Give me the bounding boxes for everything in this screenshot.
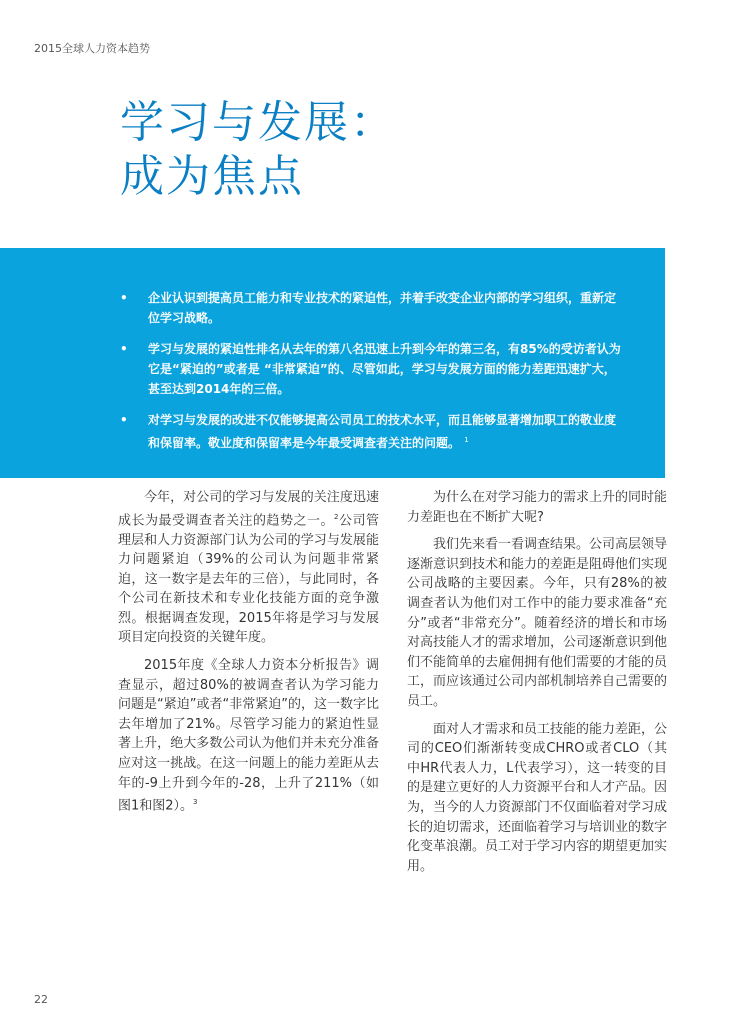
paragraph: 为什么在对学习能力的需求上升的同时能力差距也在不断扩大呢? [407, 490, 668, 525]
highlights-list [0, 248, 665, 453]
highlight-text: 企业认识到提高员工能力和专业技术的紧迫性，并着手改变企业内部的学习组织，重新定位学习战略。 [148, 291, 617, 325]
highlight-text: 对学习与发展的改进不仅能够提高公司员工的技术水平，而且能够显著增加职工的敬业度和保留率。敬业度和保留率是今年最受调查者关注的问题。 [148, 413, 617, 450]
paragraph-text: 今年，对公司的学习与发展的关注度迅速成长为最受调查者关注的趋势之一。 [118, 490, 379, 528]
title-line-1: 学习与发展： [120, 97, 396, 148]
footnote-ref: 3 [193, 798, 198, 807]
right-column [407, 488, 667, 884]
highlight-item [120, 288, 625, 328]
page-title [120, 96, 396, 204]
paragraph: 我们先来看一看调查结果。公司高层领导逐渐意识到技术和能力的差距是阻碍他们实现公司战略的主要因素。今年，只有28%的被调查者认为他们对工作中的能力要求准备“充分”或者“非常充分”。随着经济的增长和市场对高技能人才的需求增加，公司逐渐意识到他们不能简单的去雇佣拥有他们需要的才能的员工，而应该通过公司内部机制培养自己需要的员工。 [407, 537, 668, 709]
running-header: 2015全球人力资本趋势 [34, 42, 150, 55]
highlight-item [120, 410, 625, 453]
paragraph-text: 公司管理层和人力资源部门认为公司的学习与发展能力问题紧迫（39%的公司认为问题非常紧迫，这一数字是去年的三倍），与此同时，各个公司在新技术和专业化技能方面的竞争激烈。根据调查发现，2015年将是学习与发展项目定向投资的关键年度。 [118, 512, 379, 646]
footnote-ref: 1 [464, 436, 469, 444]
paragraph: 面对人才需求和员工技能的能力差距，公司的CEO们渐渐转变成CHRO或者CLO（其中HR代表人力，L代表学习），这一转变的目的是建立更好的人力资源平台和人才产品。因为，当今的人力资源部门不仅面临着对学习成长的迫切需求，还面临着学习与培训业的数字化变革浪潮。员工对于学习内容的期望更加实用。 [407, 721, 668, 874]
highlight-text: 学习与发展的紧迫性排名从去年的第八名迅速上升到今年的第三名，有85%的受访者认为它是“紧迫的”或者是 “非常紧迫”的、尽管如此，学习与发展方面的能力差距迅速扩大，甚至达到2014年的三倍。 [148, 342, 621, 396]
page-number: 22 [34, 993, 48, 1006]
highlights-box [0, 248, 665, 478]
title-line-2: 成为焦点 [120, 151, 304, 202]
highlight-item [120, 339, 625, 399]
paragraph [118, 488, 379, 648]
paragraph [118, 656, 379, 816]
paragraph-text: 2015年度《全球人力资本分析报告》调查显示，超过80%的被调查者认为学习能力问题是“紧迫”或者“非常紧迫”的，这一数字比去年增加了21%。尽管学习能力的紧迫性显著上升，绝大多数公司认为他们并未充分准备应对这一挑战。在这一问题上的能力差距从去年的-9上升到今年的-28，上升了211%（如图1和图2）。 [118, 658, 379, 814]
left-column [118, 488, 379, 824]
footnote-ref: 2 [334, 512, 339, 521]
